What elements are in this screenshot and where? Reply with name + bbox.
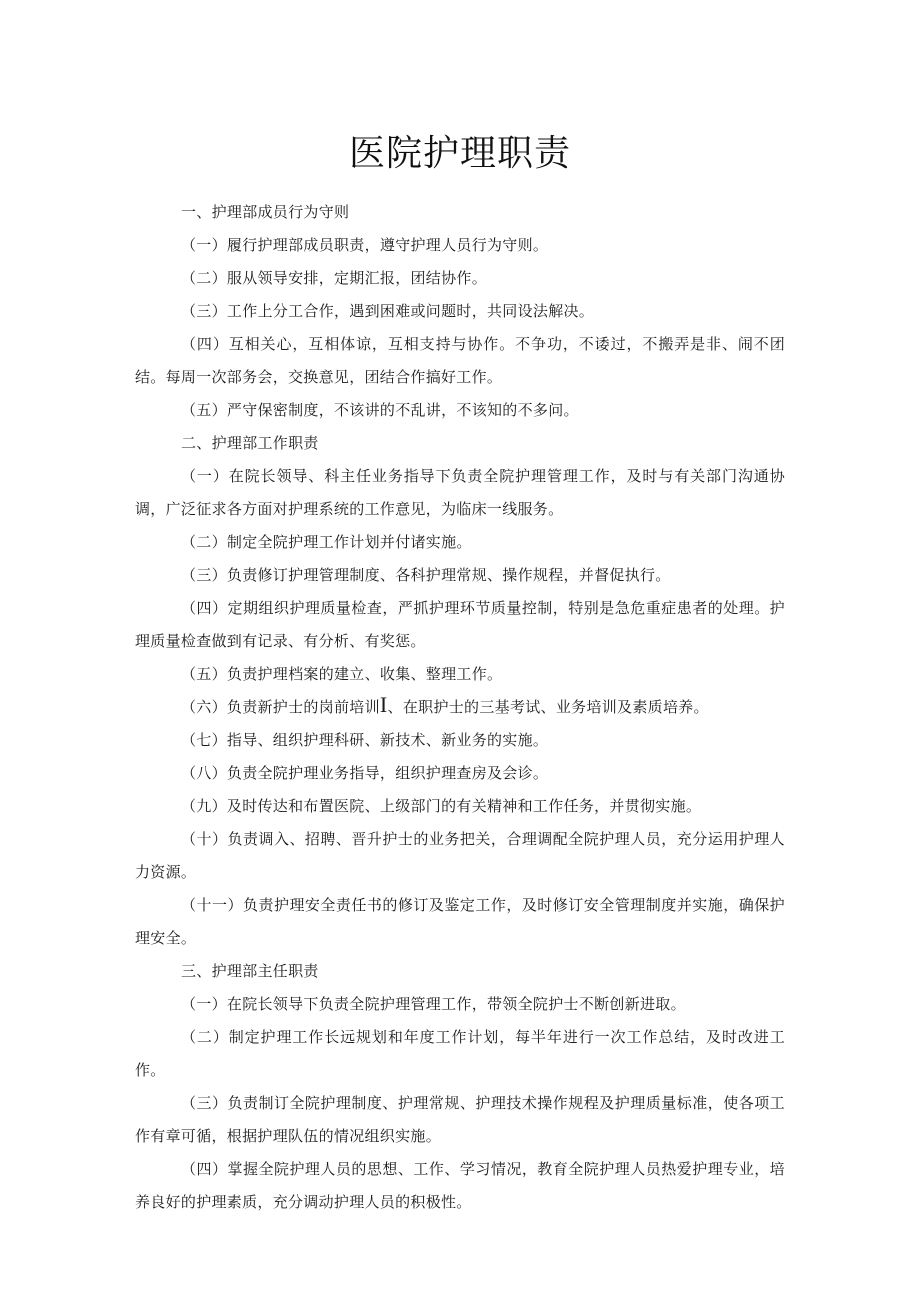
- paragraph: （三）工作上分工合作，遇到困难或问题时，共同设法解决。: [181, 302, 595, 320]
- paragraph: （八）负责全院护理业务指导，组织护理查房及会诊。: [181, 764, 549, 782]
- stray-mark: I: [379, 692, 388, 717]
- document-body: [135, 196, 785, 1219]
- paragraph: （五）负责护理档案的建立、收集、整理工作。: [181, 665, 503, 683]
- paragraph: （三）负责制订全院护理制度、护理常规、护理技术操作规程及护理质量标准，使各项工作有章可循，根据护理队伍的情况组织实施。: [135, 1094, 785, 1145]
- paragraph: （七）指导、组织护理科研、新技术、新业务的实施。: [181, 731, 549, 749]
- section-heading: 三、护理部主任职责: [181, 962, 319, 980]
- paragraph-text: 、在职护士的三基考试、业务培训及素质培养。: [387, 698, 709, 716]
- paragraph: [135, 691, 785, 724]
- paragraph: （四）互相关心，互相体谅，互相支持与协作。不争功，不诿过，不搬弄是非、闹不团结。每周一次部务会，交换意见，团结合作搞好工作。: [135, 335, 785, 386]
- paragraph: （十一）负责护理安全责任书的修订及鉴定工作，及时修订安全管理制度并实施，确保护理安全。: [135, 896, 785, 947]
- paragraph: （四）定期组织护理质量检查，严抓护理环节质量控制，特别是急危重症患者的处理。护理质量检查做到有记录、有分析、有奖惩。: [135, 599, 785, 650]
- paragraph: （二）制定全院护理工作计划并付诸实施。: [181, 533, 472, 551]
- paragraph-text: （六）负责新护士的岗前培训: [181, 698, 380, 716]
- paragraph: （一）在院长领导、科主任业务指导下负责全院护理管理工作，及时与有关部门沟通协调，广泛征求各方面对护理系统的工作意见，为临床一线服务。: [135, 467, 785, 518]
- paragraph: （三）负责修订护理管理制度、各科护理常规、操作规程，并督促执行。: [181, 566, 671, 584]
- paragraph: （一）履行护理部成员职责，遵守护理人员行为守则。: [181, 236, 549, 254]
- paragraph: （十）负责调入、招聘、晋升护士的业务把关，合理调配全院护理人员，充分运用护理人力资源。: [135, 830, 785, 881]
- paragraph: （一）在院长领导下负责全院护理管理工作，带领全院护士不断创新进取。: [181, 995, 686, 1013]
- document-title: 医院护理职责: [348, 133, 571, 174]
- paragraph: （二）制定护理工作长远规划和年度工作计划，每半年进行一次工作总结，及时改进工作。: [135, 1028, 785, 1079]
- section-heading: 一、护理部成员行为守则: [181, 203, 350, 221]
- paragraph: （四）掌握全院护理人员的思想、工作、学习情况，教育全院护理人员热爱护理专业，培养良好的护理素质，充分调动护理人员的积极性。: [135, 1160, 785, 1211]
- paragraph: （九）及时传达和布置医院、上级部门的有关精神和工作任务，并贯彻实施。: [181, 797, 702, 815]
- section-heading: 二、护理部工作职责: [181, 434, 319, 452]
- paragraph: （五）严守保密制度，不该讲的不乱讲，不该知的不多问。: [181, 401, 579, 419]
- paragraph: （二）服从领导安排，定期汇报，团结协作。: [181, 269, 488, 287]
